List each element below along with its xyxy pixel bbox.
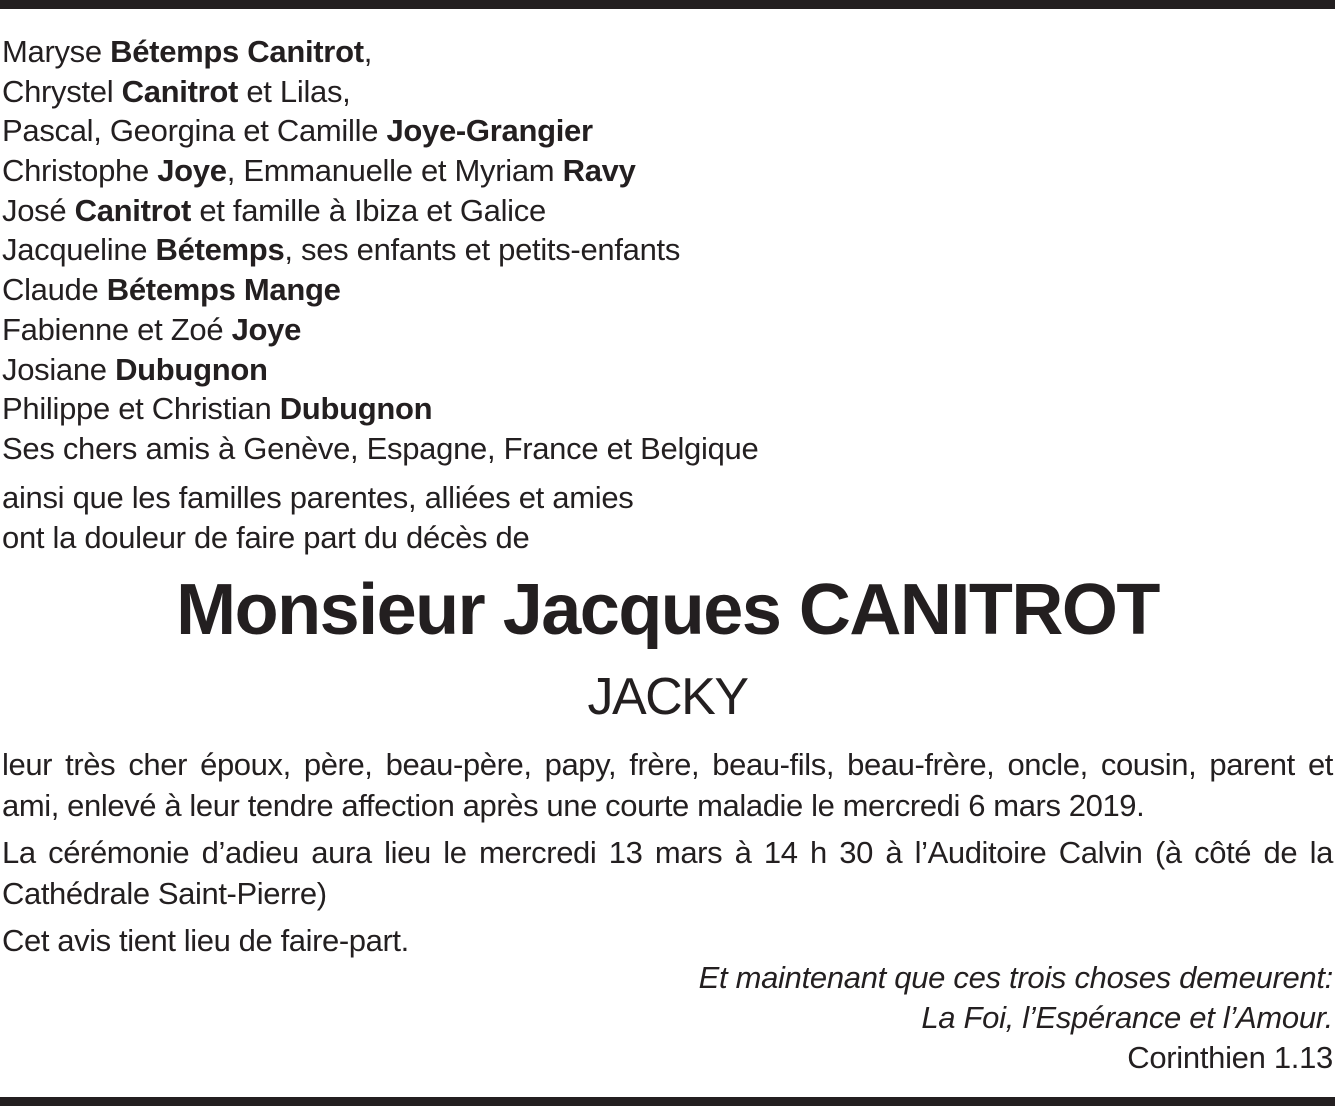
family-line <box>2 151 1333 191</box>
scripture-quote <box>433 958 1333 1078</box>
family-name-regular: , Emmanuelle et Myriam <box>226 153 563 189</box>
family-name-regular: Claude <box>2 272 107 308</box>
family-name-bold: Canitrot <box>121 73 239 109</box>
family-name-regular: Ses chers amis à Genève, Espagne, France et Belgique <box>2 430 759 466</box>
family-name-regular: , ses enfants et petits-enfants <box>284 232 681 268</box>
family-line <box>2 32 1333 72</box>
intro-line: ont la douleur de faire part du décès de <box>2 520 530 555</box>
notice-paragraph: Cet avis tient lieu de faire-part. <box>2 923 409 958</box>
family-name-bold: Ravy <box>562 153 636 189</box>
family-name-regular: Jacqueline <box>2 232 156 268</box>
family-name-bold: Dubugnon <box>279 391 433 427</box>
family-name-regular: Philippe et Christian <box>2 391 280 427</box>
family-name-bold: Bétemps <box>155 232 285 268</box>
top-border-rule <box>0 0 1335 9</box>
family-name-bold: Bétemps Mange <box>106 272 341 308</box>
family-line <box>2 270 1333 310</box>
family-list <box>2 32 1333 469</box>
family-name-bold: Canitrot <box>74 192 192 228</box>
family-line <box>2 310 1333 350</box>
announcement-intro <box>2 478 1333 558</box>
family-name-regular: Josiane <box>2 351 116 387</box>
family-name-regular: Maryse <box>2 34 111 69</box>
family-name-bold: Joye <box>231 311 302 347</box>
family-name-regular: José <box>2 192 75 228</box>
family-name-regular: Christophe <box>2 153 158 189</box>
bottom-border-rule <box>0 1097 1335 1106</box>
deceased-name: Monsieur Jacques CANITROT <box>176 570 1159 650</box>
family-line <box>2 230 1333 270</box>
ceremony-paragraph: La cérémonie d’adieu aura lieu le mercredi 13 mars à 14 h 30 à l’Auditoire Calvin (à côté de la Cathédrale Saint-Pierre) <box>2 835 1333 911</box>
family-name-regular: , <box>363 34 373 69</box>
relation-paragraph: leur très cher époux, père, beau-père, papy, frère, beau-fils, beau-frère, oncle, cousin, parent et ami, enlevé à leur tendre affection après une courte maladie le mercredi 6 mars 2019. <box>2 747 1333 823</box>
family-line <box>2 350 1333 390</box>
family-name-regular: et famille à Ibiza et Galice <box>191 192 546 228</box>
quote-line: La Foi, l’Espérance et l’Amour. <box>921 1000 1333 1035</box>
family-name-regular: Fabienne et Zoé <box>2 311 232 347</box>
family-name-regular: Chrystel <box>2 73 122 109</box>
family-line <box>2 72 1333 112</box>
family-line <box>2 111 1333 151</box>
family-line <box>2 389 1333 429</box>
deceased-nickname: JACKY <box>587 668 748 726</box>
family-line <box>2 429 1333 469</box>
quote-line: Et maintenant que ces trois choses demeurent: <box>698 960 1333 995</box>
family-name-bold: Joye-Grangier <box>386 113 593 149</box>
quote-source: Corinthien 1.13 <box>1127 1040 1333 1075</box>
family-name-bold: Joye <box>157 153 227 189</box>
family-name-bold: Bétemps Canitrot <box>110 34 364 69</box>
intro-line: ainsi que les familles parentes, alliées et amies <box>2 480 634 515</box>
family-line <box>2 191 1333 231</box>
family-name-bold: Dubugnon <box>115 351 268 387</box>
family-name-regular: et Lilas, <box>238 73 351 109</box>
family-name-regular: Pascal, Georgina et Camille <box>2 113 387 149</box>
